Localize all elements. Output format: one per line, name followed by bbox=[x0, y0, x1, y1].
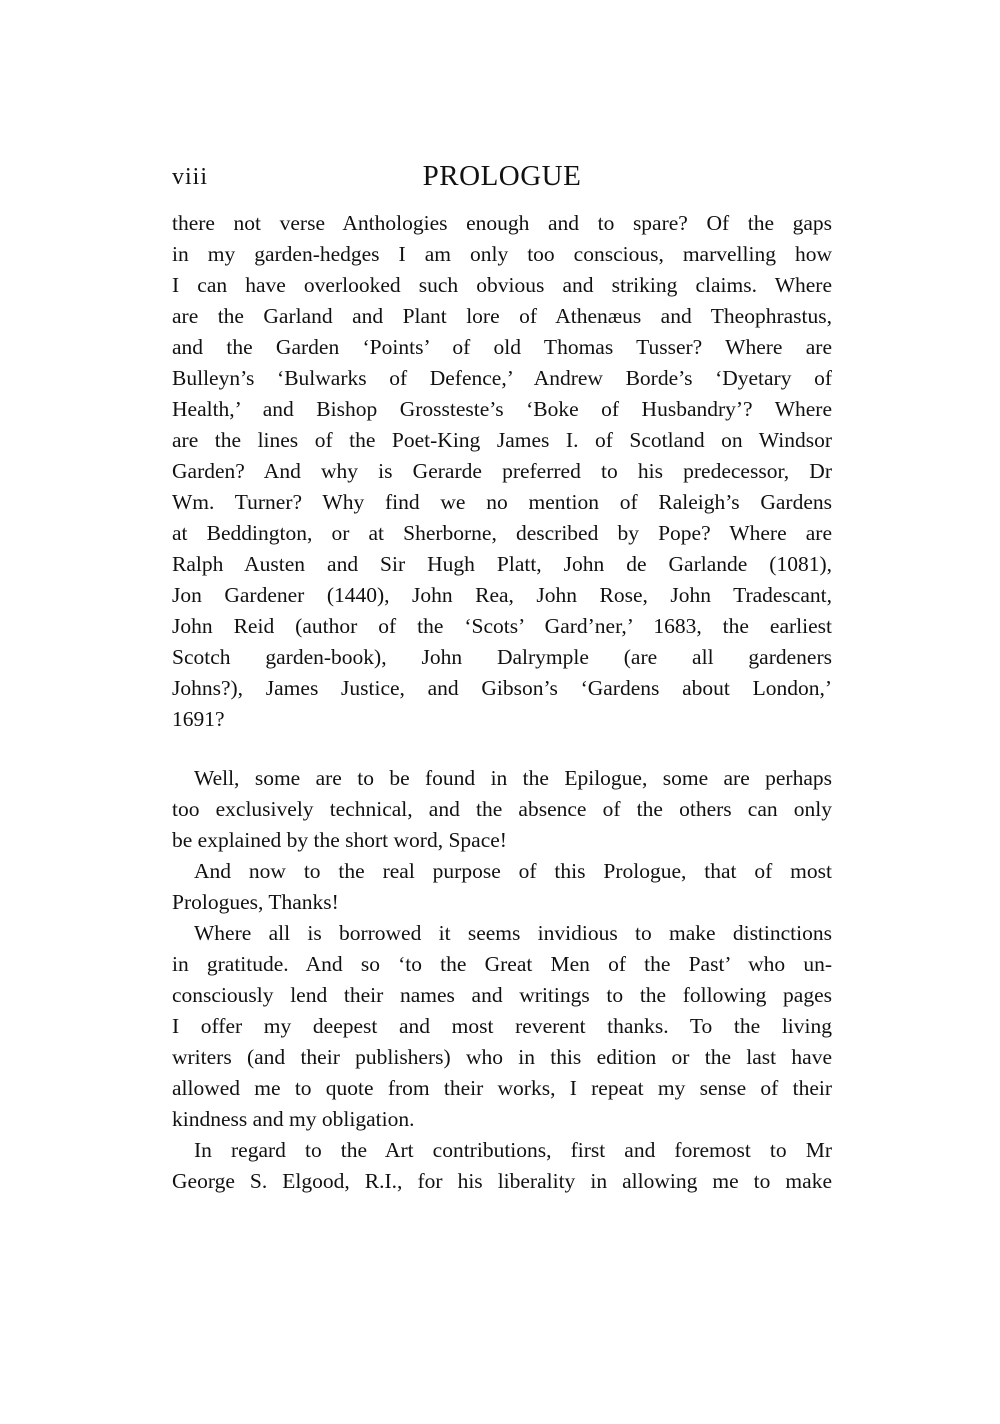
text-line: allowed me to quote from their works, I repeat my sense of their bbox=[172, 1076, 832, 1100]
text-line: be explained by the short word, Space! bbox=[172, 828, 507, 852]
text-line: John Reid (author of the ‘Scots’ Gard’ner,’ 1683, the earliest bbox=[172, 614, 832, 638]
section-gap bbox=[172, 735, 832, 763]
text-line: writers (and their publishers) who in this edition or the last have bbox=[172, 1045, 832, 1069]
running-title: PROLOGUE bbox=[422, 160, 582, 192]
text-line: Well, some are to be found in the Epilogue, some are perhaps bbox=[194, 766, 832, 790]
text-line: Wm. Turner? Why find we no mention of Raleigh’s Gardens bbox=[172, 490, 832, 514]
text-line: In regard to the Art contributions, first and foremost to Mr bbox=[194, 1138, 832, 1162]
text-line: And now to the real purpose of this Prologue, that of most bbox=[194, 859, 832, 883]
text-line: are the lines of the Poet-King James I. of Scotland on Windsor bbox=[172, 428, 832, 452]
text-line: at Beddington, or at Sherborne, described by Pope? Where are bbox=[172, 521, 832, 545]
text-line: Jon Gardener (1440), John Rea, John Rose, John Tradescant, bbox=[172, 583, 832, 607]
text-line: Ralph Austen and Sir Hugh Platt, John de Garlande (1081), bbox=[172, 552, 832, 576]
text-line: Prologues, Thanks! bbox=[172, 890, 339, 914]
text-line: in gratitude. And so ‘to the Great Men of the Past’ who un- bbox=[172, 952, 832, 976]
text-line: 1691? bbox=[172, 707, 225, 731]
paragraph-gratitude bbox=[172, 918, 832, 1135]
paragraph-thanks bbox=[172, 856, 832, 918]
text-line: Health,’ and Bishop Grossteste’s ‘Boke of Husbandry’? Where bbox=[172, 397, 832, 421]
text-line: I offer my deepest and most reverent thanks. To the living bbox=[172, 1014, 832, 1038]
text-line: George S. Elgood, R.I., for his liberality in allowing me to make bbox=[172, 1169, 832, 1193]
page-number: viii bbox=[172, 164, 209, 190]
text-line: are the Garland and Plant lore of Athenæus and Theophrastus, bbox=[172, 304, 832, 328]
text-line: I can have overlooked such obvious and striking claims. Where bbox=[172, 273, 832, 297]
paragraph-anthologies bbox=[172, 208, 832, 735]
text-line: kindness and my obligation. bbox=[172, 1107, 415, 1131]
paragraph-epilogue bbox=[172, 763, 832, 856]
text-line: Scotch garden-book), John Dalrymple (are all gardeners bbox=[172, 645, 832, 669]
text-line: Bulleyn’s ‘Bulwarks of Defence,’ Andrew Borde’s ‘Dyetary of bbox=[172, 366, 832, 390]
running-head bbox=[172, 160, 832, 200]
text-line: there not verse Anthologies enough and to spare? Of the gaps bbox=[172, 211, 832, 235]
paragraph-art-contributions bbox=[172, 1135, 832, 1197]
text-line: consciously lend their names and writings to the following pages bbox=[172, 983, 832, 1007]
text-line: Johns?), James Justice, and Gibson’s ‘Gardens about London,’ bbox=[172, 676, 832, 700]
text-line: too exclusively technical, and the absence of the others can only bbox=[172, 797, 832, 821]
text-line: in my garden-hedges I am only too conscious, marvelling how bbox=[172, 242, 832, 266]
text-line: and the Garden ‘Points’ of old Thomas Tusser? Where are bbox=[172, 335, 832, 359]
text-line: Where all is borrowed it seems invidious to make distinctions bbox=[194, 921, 832, 945]
text-line: Garden? And why is Gerarde preferred to his predecessor, Dr bbox=[172, 459, 832, 483]
book-page bbox=[172, 160, 832, 1197]
